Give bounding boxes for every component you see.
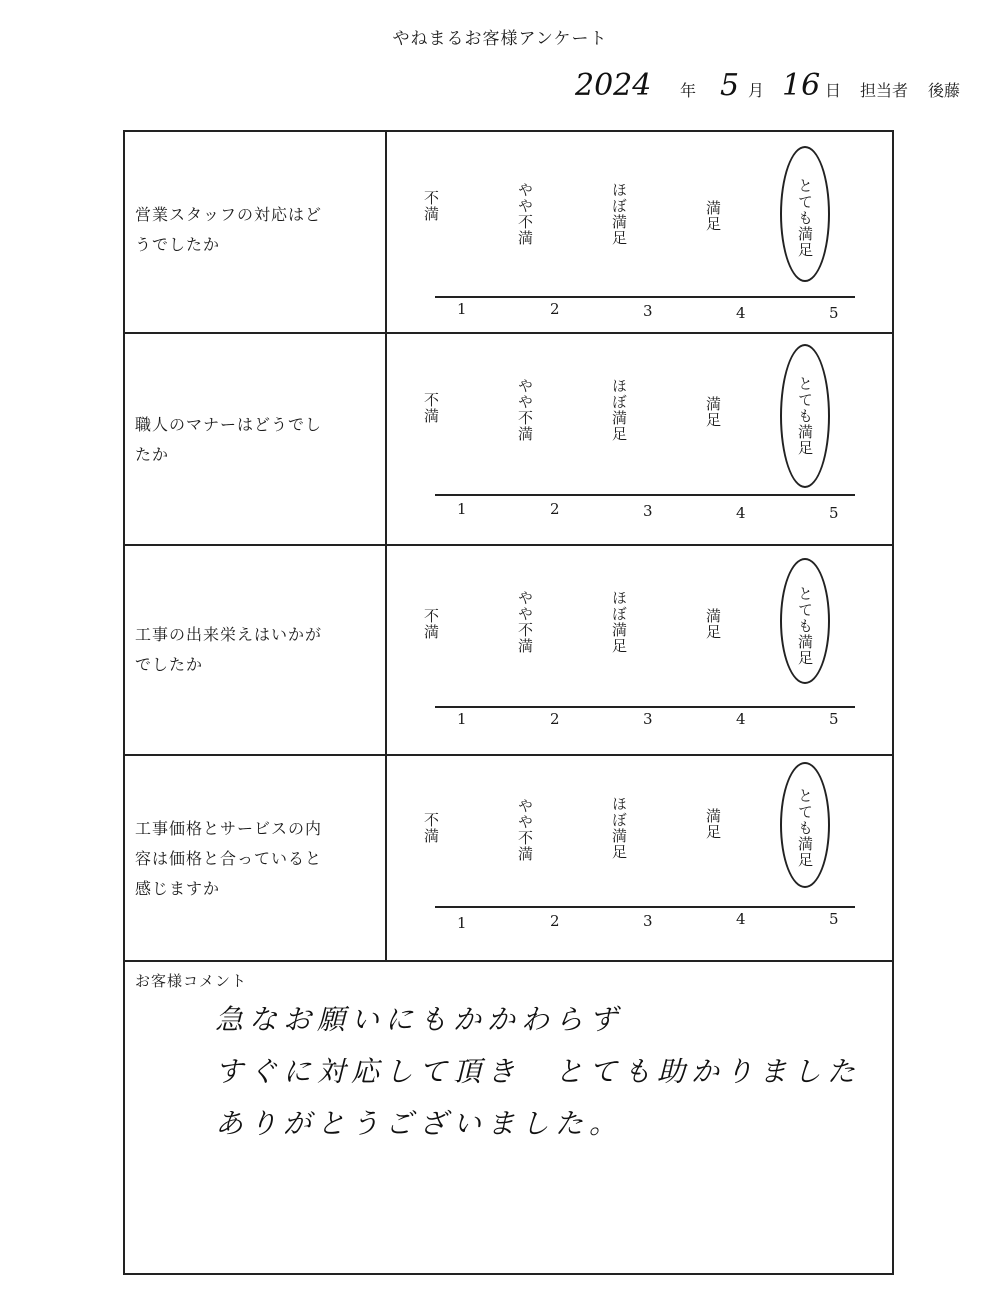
question-text bbox=[135, 814, 375, 904]
scale-axis bbox=[435, 906, 855, 908]
question-row-4 bbox=[125, 756, 892, 962]
scale-number: 2 bbox=[550, 300, 560, 318]
option-fuman: 不満 bbox=[422, 608, 440, 640]
comment-line: ありがとうございました。 bbox=[215, 1107, 624, 1140]
scale-number: 2 bbox=[550, 912, 560, 930]
option-totemo-manzoku: とても満足 bbox=[796, 788, 814, 868]
rating-scale bbox=[387, 756, 892, 960]
option-fuman: 不満 bbox=[422, 812, 440, 844]
date-month: 5 bbox=[720, 68, 740, 103]
option-totemo-manzoku: とても満足 bbox=[796, 178, 814, 258]
question-line: うでしたか bbox=[135, 235, 221, 254]
question-text bbox=[135, 620, 375, 680]
question-text bbox=[135, 200, 375, 260]
question-cell bbox=[125, 334, 387, 544]
question-line: 営業スタッフの対応はど bbox=[135, 205, 323, 224]
scale-number: 3 bbox=[643, 710, 653, 728]
option-hobo-manzoku: ほぼ満足 bbox=[610, 590, 628, 654]
option-hobo-manzoku: ほぼ満足 bbox=[610, 796, 628, 860]
scale-number: 5 bbox=[829, 504, 839, 522]
option-manzoku: 満足 bbox=[704, 808, 722, 840]
comment-line: すぐに対応して頂き とても助かりました bbox=[215, 1055, 862, 1088]
question-cell bbox=[125, 546, 387, 754]
scale-axis bbox=[435, 296, 855, 298]
option-hobo-manzoku: ほぼ満足 bbox=[610, 378, 628, 442]
scale-number: 5 bbox=[829, 710, 839, 728]
option-manzoku: 満足 bbox=[704, 396, 722, 428]
option-totemo-manzoku: とても満足 bbox=[796, 586, 814, 666]
selected-circle bbox=[780, 762, 830, 888]
option-yaya-fuman: やや不満 bbox=[516, 798, 534, 862]
question-line: たか bbox=[135, 445, 170, 464]
scale-axis bbox=[435, 706, 855, 708]
question-cell bbox=[125, 132, 387, 332]
scale-number: 1 bbox=[457, 500, 467, 518]
option-yaya-fuman: やや不満 bbox=[516, 590, 534, 654]
option-totemo-manzoku: とても満足 bbox=[796, 376, 814, 456]
scale-number: 4 bbox=[736, 910, 746, 928]
question-line: 工事価格とサービスの内 bbox=[135, 819, 323, 838]
date-staff-row bbox=[560, 68, 980, 112]
rating-scale bbox=[387, 546, 892, 754]
question-row-3 bbox=[125, 546, 892, 756]
scale-number: 2 bbox=[550, 500, 560, 518]
survey-title: やねまるお客様アンケート bbox=[392, 29, 608, 49]
date-day: 16 bbox=[782, 68, 821, 103]
question-text bbox=[135, 410, 375, 470]
selected-circle bbox=[780, 146, 830, 282]
staff-name: 後藤 bbox=[928, 81, 961, 100]
scale-number: 1 bbox=[457, 300, 467, 318]
question-cell bbox=[125, 756, 387, 960]
scale-number: 4 bbox=[736, 504, 746, 522]
rating-scale bbox=[387, 132, 892, 332]
comment-line: 急なお願いにもかかわらず bbox=[215, 1003, 624, 1036]
rating-scale bbox=[387, 334, 892, 544]
scale-number: 4 bbox=[736, 304, 746, 322]
option-manzoku: 満足 bbox=[704, 200, 722, 232]
question-line: 職人のマナーはどうでし bbox=[135, 415, 323, 434]
comment-section bbox=[125, 962, 892, 1273]
scale-number: 2 bbox=[550, 710, 560, 728]
date-year-unit: 年 bbox=[680, 81, 697, 100]
survey-sheet bbox=[123, 130, 894, 1275]
option-hobo-manzoku: ほぼ満足 bbox=[610, 182, 628, 246]
option-fuman: 不満 bbox=[422, 190, 440, 222]
option-yaya-fuman: やや不満 bbox=[516, 378, 534, 442]
scale-number: 1 bbox=[457, 914, 467, 932]
date-day-unit: 日 bbox=[825, 81, 842, 100]
scale-number: 4 bbox=[736, 710, 746, 728]
scale-axis bbox=[435, 494, 855, 496]
date-year: 2024 bbox=[575, 68, 652, 103]
scale-number: 3 bbox=[643, 912, 653, 930]
question-row-2 bbox=[125, 334, 892, 546]
staff-label: 担当者 bbox=[860, 81, 909, 100]
question-line: 工事の出来栄えはいかが bbox=[135, 625, 323, 644]
scale-number: 1 bbox=[457, 710, 467, 728]
scale-number: 5 bbox=[829, 910, 839, 928]
option-fuman: 不満 bbox=[422, 392, 440, 424]
question-line: 感じますか bbox=[135, 879, 221, 898]
scale-number: 5 bbox=[829, 304, 839, 322]
comment-label: お客様コメント bbox=[135, 972, 248, 990]
question-line: でしたか bbox=[135, 655, 204, 674]
date-month-unit: 月 bbox=[748, 81, 765, 100]
option-yaya-fuman: やや不満 bbox=[516, 182, 534, 246]
scale-number: 3 bbox=[643, 302, 653, 320]
question-row-1 bbox=[125, 132, 892, 334]
question-line: 容は価格と合っていると bbox=[135, 849, 323, 868]
scale-number: 3 bbox=[643, 502, 653, 520]
option-manzoku: 満足 bbox=[704, 608, 722, 640]
selected-circle bbox=[780, 344, 830, 488]
selected-circle bbox=[780, 558, 830, 684]
